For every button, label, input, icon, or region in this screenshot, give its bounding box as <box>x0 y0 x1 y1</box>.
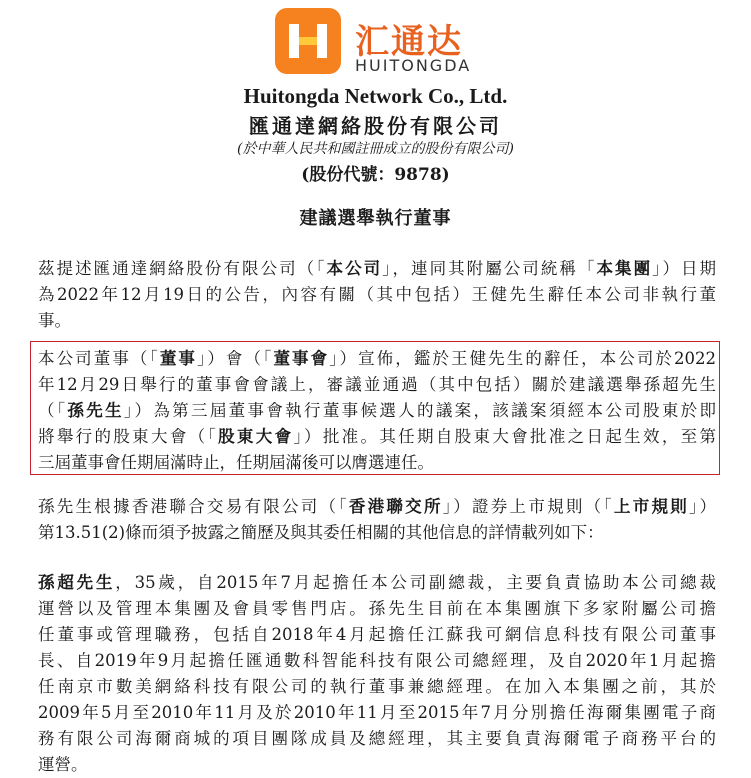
text-line: 事。 <box>38 311 71 330</box>
paragraph-board-announcement <box>38 346 716 476</box>
paragraph-reference <box>38 256 716 334</box>
announcement-title: 建議選舉執行董事 <box>299 208 452 229</box>
incorporation-note: (於中華人民共和國註冊成立的股份有限公司) <box>237 141 514 157</box>
paragraph-listing-rules <box>38 494 716 546</box>
text-line: 務有限公司海爾商城的項目團隊成員及總經理，其主要負責海爾電子商務平台的 <box>38 729 716 748</box>
text-line: 孫先生根據香港聯合交易有限公司（「香港聯交所」）證券上市規則（「上市規則」） <box>38 497 717 516</box>
text-line: （「孫先生」）為第三屆董事會執行董事候選人的議案，該議案須經本公司股東於即 <box>38 401 717 420</box>
huitongda-logo-icon <box>275 8 341 74</box>
stock-code: (股份代號：9878) <box>301 165 450 185</box>
text-line: 任董事或管理職務，包括自2018年4月起擔任江蘇我可網信息科技有限公司董事 <box>38 625 716 644</box>
text-line: 將舉行的股東大會（「股東大會」）批准。其任期自股東大會批准之日起生效，至第 <box>38 427 717 446</box>
text-line: 三屆董事會任期屆滿時止，任期屆滿後可以膺選連任。 <box>38 453 434 472</box>
text-line: 年12月29日舉行的董事會會議上，審議並通過（其中包括）關於建議選舉孫超先生 <box>38 375 716 394</box>
text-line: 茲提述匯通達網絡股份有限公司（「本公司」，連同其附屬公司統稱「本集團」）日期 <box>38 259 717 278</box>
text-line: 為2022年12月19日的公告，內容有關（其中包括）王健先生辭任本公司非執行董 <box>38 285 716 304</box>
company-name-zh: 匯通達網絡股份有限公司 <box>249 114 502 138</box>
text-line: 孫超先生，35歲，自2015年7月起擔任本公司副總裁，主要負責協助本公司總裁 <box>38 573 716 592</box>
text-line: 第13.51(2)條而須予披露之簡歷及與其委任相關的其他信息的詳情載列如下： <box>38 523 604 542</box>
company-logo <box>275 8 490 76</box>
text-line: 運營。 <box>38 755 88 774</box>
logo-chinese-text: 汇通达 <box>355 22 463 62</box>
text-line: 運營以及管理本集團及會員零售門店。孫先生目前在本集團旗下多家附屬公司擔 <box>38 599 716 618</box>
logo-english-text: HUITONGDA <box>355 56 472 75</box>
text-line: 本公司董事（「董事」）會（「董事會」）宣佈，鑑於王健先生的辭任，本公司於2022 <box>38 349 717 368</box>
paragraph-biography <box>38 570 716 778</box>
company-name-en: Huitongda Network Co., Ltd. <box>243 84 508 108</box>
text-line: 任南京市數美網絡科技有限公司的執行董事兼總經理。在加入本集團之前，其於 <box>38 677 716 696</box>
text-line: 2009年5月至2010年11月及於2010年11月至2015年7月分別擔任海爾集團電子商 <box>38 703 716 722</box>
text-line: 長、自2019年9月起擔任匯通數科智能科技有限公司總經理，及自2020年1月起擔 <box>38 651 716 670</box>
